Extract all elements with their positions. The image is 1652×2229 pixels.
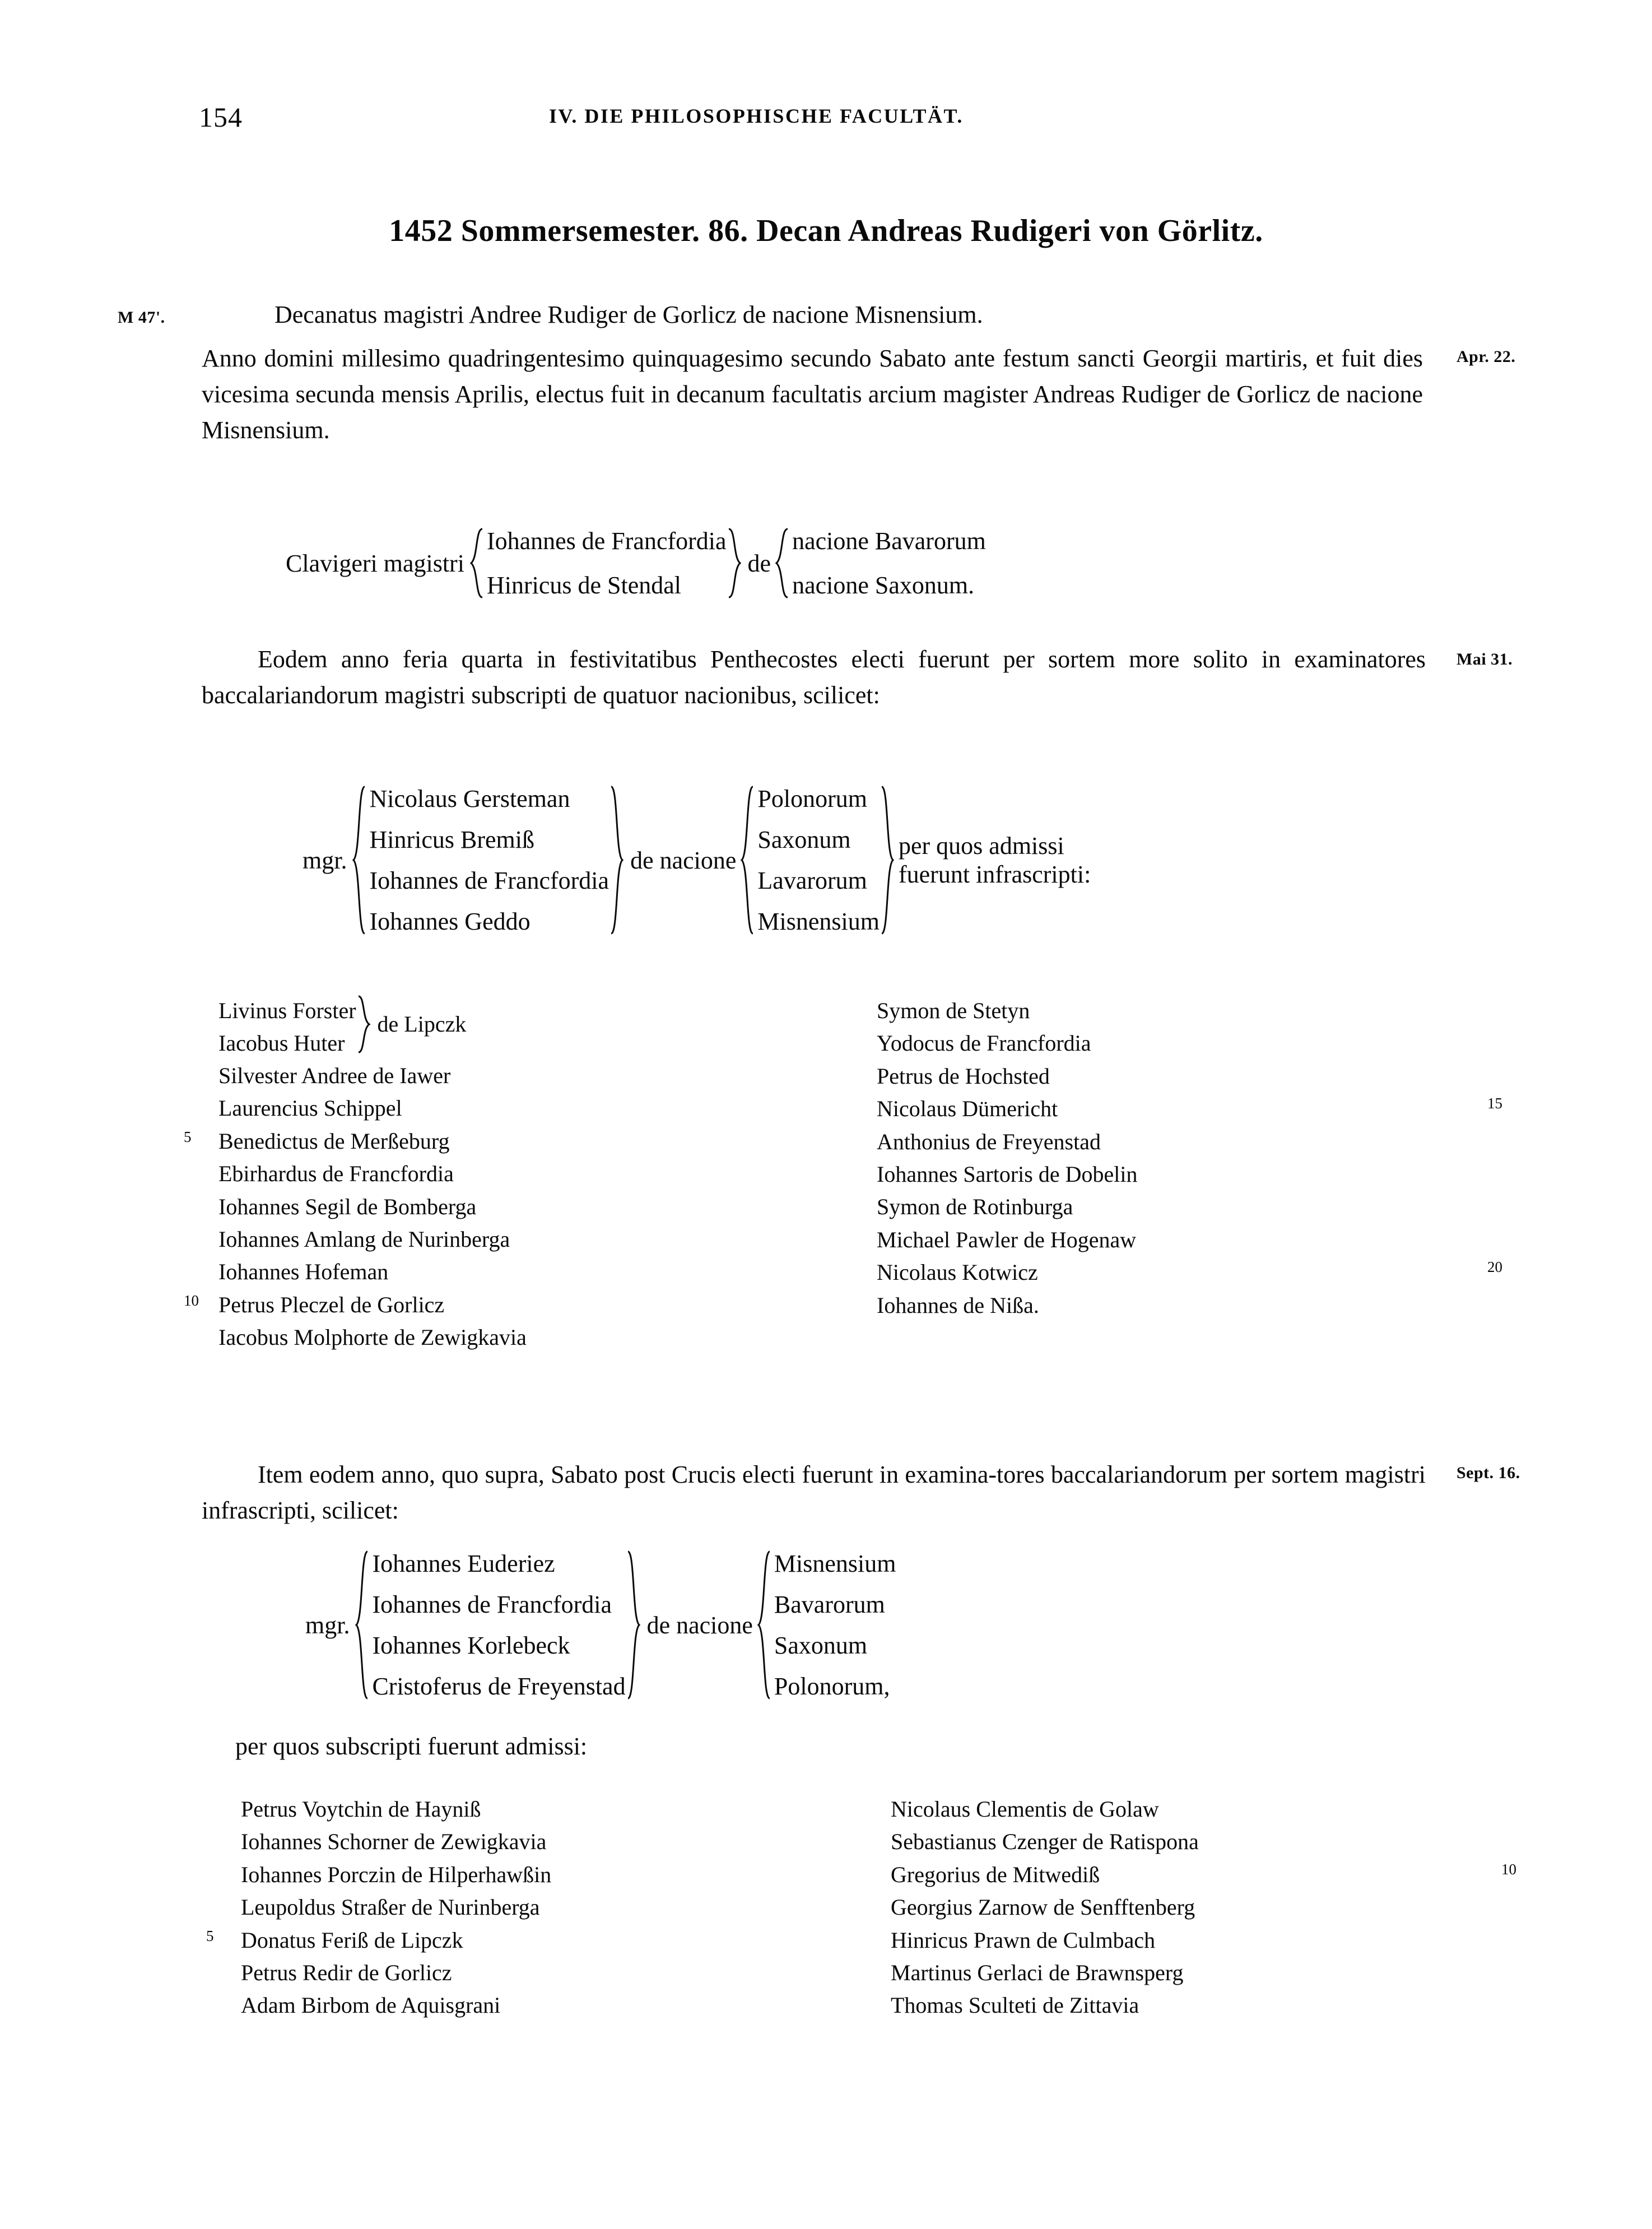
list-item: Petrus Pleczel de Gorlicz — [218, 1292, 445, 1317]
group1-names — [369, 784, 609, 936]
list-item-row — [241, 1859, 857, 1891]
list-item-row — [877, 1191, 1549, 1223]
group2-name: Iohannes Euderiez — [372, 1550, 555, 1577]
list-item-row — [877, 1027, 1549, 1060]
list-item-row — [877, 1158, 1549, 1191]
list-item: Leupoldus Straßer de Nurinberga — [241, 1894, 540, 1920]
list-item-row — [241, 1826, 857, 1858]
list-item: Thomas Sculteti de Zittavia — [891, 1993, 1139, 2018]
list-item: Michael Pawler de Hogenaw — [877, 1227, 1137, 1252]
list-item-row — [877, 1060, 1549, 1093]
admitted-list-two-right — [891, 1793, 1563, 2022]
list-item: Hinricus Prawn de Culmbach — [891, 1927, 1156, 1953]
list-item: Iohannes Sartoris de Dobelin — [877, 1161, 1138, 1187]
list-item-row — [218, 1092, 812, 1125]
list-item-row — [877, 1126, 1549, 1158]
brace-open-icon — [755, 1549, 774, 1701]
list-item: Iohannes de Nißa. — [877, 1292, 1039, 1318]
brace-open-icon — [353, 1549, 372, 1701]
paired-names — [218, 995, 356, 1054]
group1-name: Hinricus Bremiß — [369, 826, 534, 853]
paragraph-eodem-anno: Eodem anno feria quarta in festivitatibus Penthecostes electi fuerunt per sortem more solito in examinatores baccalariandorum magistri subscripti de quatuor nacionibus, scilicet: — [202, 646, 1426, 709]
folio-marker: M 47'. — [118, 308, 165, 327]
group2-nacio: Bavarorum — [774, 1591, 885, 1618]
paired-names-lipczk — [218, 995, 468, 1054]
list-item-row — [877, 1256, 1549, 1289]
list-item-row — [891, 1826, 1563, 1858]
list-item: Symon de Rotinburga — [877, 1194, 1073, 1220]
running-head — [0, 101, 1652, 134]
clavigeri-name: Hinricus de Stendal — [486, 572, 681, 599]
list-item-row — [241, 1891, 857, 1924]
list-item-row — [184, 1125, 812, 1158]
group2-nacio: Misnensium — [774, 1550, 896, 1577]
list-item-row — [241, 1793, 857, 1826]
list-item: Laurencius Schippel — [218, 1095, 402, 1121]
list-item-row — [218, 1223, 812, 1256]
list-item-row — [241, 1957, 857, 1989]
list-item: Petrus Voytchin de Hayniß — [241, 1796, 481, 1822]
line-number: 10 — [184, 1292, 199, 1309]
group2-name: Iohannes de Francfordia — [372, 1591, 612, 1618]
list-item-row — [891, 1924, 1563, 1957]
list-item: Silvester Andree de Iawer — [218, 1063, 451, 1088]
brace-open-icon — [738, 784, 757, 936]
list-item-row — [877, 1289, 1549, 1322]
clavigeri-label: Clavigeri magistri — [286, 549, 464, 577]
admitted-list-one-left — [184, 995, 812, 1354]
list-item-row — [184, 1289, 812, 1321]
list-item: Yodocus de Francfordia — [877, 1030, 1091, 1056]
list-item-row — [241, 1989, 857, 2022]
clavigeri-name: Iohannes de Francfordia — [486, 527, 727, 555]
group2-name: Cristoferus de Freyenstad — [372, 1673, 626, 1700]
list-item: Nicolaus Kotwicz — [877, 1260, 1038, 1285]
margin-date-mai: Mai 31. — [1456, 650, 1513, 668]
list-item: Sebastianus Czenger de Ratispona — [891, 1829, 1199, 1855]
list-item: Livinus Forster — [218, 998, 356, 1023]
list-item-row — [218, 1256, 812, 1288]
list-item: Benedictus de Merßeburg — [218, 1128, 450, 1154]
list-item-row — [218, 1060, 812, 1092]
group1-nacio: Saxonum — [757, 826, 851, 853]
admitted-list-one-right — [877, 995, 1549, 1322]
brace-open-icon — [350, 784, 369, 936]
list-item: Nicolaus Dümericht — [877, 1096, 1058, 1122]
list-item-row — [877, 995, 1549, 1027]
paragraph-decanatus-line1: Decanatus magistri Andree Rudiger de Gorlicz de nacione Misnensium. — [274, 301, 983, 328]
group1-name: Nicolaus Gersteman — [369, 785, 570, 812]
group1-nacio: Lavarorum — [757, 867, 867, 894]
group1-trailer-line: fuerunt infrascripti: — [898, 861, 1091, 888]
group1-name: Iohannes de Francfordia — [369, 867, 609, 894]
brace-close-icon — [609, 784, 628, 936]
page-number: 154 — [199, 101, 243, 133]
list-item: Iohannes Segil de Bomberga — [218, 1194, 477, 1219]
margin-date-apr: Apr. 22. — [1456, 347, 1516, 366]
list-item: Iohannes Hofeman — [218, 1259, 389, 1285]
list-item: Georgius Zarnow de Senfftenberg — [891, 1894, 1195, 1920]
examiners-group-two — [305, 1549, 896, 1701]
clavigeri-de-label: de — [747, 549, 771, 577]
list-item-row — [891, 1859, 1563, 1891]
group1-naciones — [757, 784, 879, 936]
list-item: Iacobus Molphorte de Zewigkavia — [218, 1325, 527, 1350]
group2-nacio: Saxonum — [774, 1632, 868, 1659]
brace-open-icon — [468, 527, 487, 600]
group1-mgr-label: mgr. — [303, 846, 347, 874]
list-item: Adam Birbom de Aquisgrani — [241, 1993, 501, 2018]
margin-date-sept: Sept. 16. — [1456, 1464, 1520, 1482]
list-item: Gregorius de Mitwediß — [891, 1861, 1100, 1887]
group1-de-nacione-label: de nacione — [630, 846, 737, 874]
list-item: Symon de Stetyn — [877, 998, 1030, 1023]
clavigeri-naciones — [792, 527, 986, 600]
list-item-row — [877, 1224, 1549, 1256]
paragraph-decanatus-body: Anno domini millesimo quadringentesimo quinquagesimo secundo Sabato ante festum sancti Georgii martiris, et fuit dies vicesima secunda mensis Aprilis, electus fuit in decanum facultatis arcium magister Andreas Rudiger de Gorlicz de nacione Misnensium. — [202, 345, 1423, 444]
list-item-row — [877, 1093, 1549, 1125]
brace-close-icon — [879, 784, 899, 936]
list-item: Anthonius de Freyenstad — [877, 1129, 1101, 1154]
list-item: Petrus de Hochsted — [877, 1063, 1050, 1089]
list-item: Ebirhardus de Francfordia — [218, 1161, 454, 1187]
brace-close-icon — [626, 1549, 645, 1701]
paired-place-label: de Lipczk — [377, 1011, 467, 1037]
brace-close-icon — [727, 527, 746, 600]
list-item: Donatus Feriß de Lipczk — [241, 1927, 463, 1953]
line-number: 10 — [1501, 1860, 1516, 1878]
group2-names — [372, 1549, 625, 1701]
list-item: Petrus Redir de Gorlicz — [241, 1959, 452, 1985]
group2-name: Iohannes Korlebeck — [372, 1632, 570, 1659]
group2-mgr-label: mgr. — [305, 1611, 350, 1639]
group1-trailer — [899, 818, 1091, 902]
list-item: Iohannes Amlang de Nurinberga — [218, 1226, 510, 1252]
clavigeri-group — [286, 527, 986, 600]
group1-name: Iohannes Geddo — [369, 908, 530, 935]
list-item-row — [206, 1924, 857, 1957]
group1-trailer-line: per quos admissi — [898, 832, 1064, 860]
running-head-title: IV. DIE PHILOSOPHISCHE FACULTÄT. — [549, 105, 964, 127]
brace-close-icon — [356, 995, 375, 1054]
line-number: 5 — [184, 1128, 192, 1145]
group1-nacio: Misnensium — [757, 908, 879, 935]
section-title: 1452 Sommersemester. 86. Decan Andreas Rudigeri von Görlitz. — [389, 213, 1263, 248]
line-number: 20 — [1487, 1259, 1502, 1276]
list-item-row — [218, 1158, 812, 1190]
line-number: 15 — [1487, 1095, 1502, 1112]
list-item-row — [891, 1891, 1563, 1924]
list-item-row — [891, 1793, 1563, 1826]
list-item: Martinus Gerlaci de Brawnsperg — [891, 1959, 1184, 1985]
group2-de-nacione-label: de nacione — [646, 1611, 753, 1639]
list-item: Iohannes Schorner de Zewigkavia — [241, 1829, 547, 1855]
clavigeri-nacio: nacione Bavarorum — [792, 527, 986, 555]
list-item-row — [218, 1321, 812, 1354]
group2-nacio: Polonorum, — [774, 1673, 890, 1700]
group1-nacio: Polonorum — [757, 785, 867, 812]
list-item: Iacobus Huter — [218, 1030, 345, 1056]
paragraph-item-eodem: Item eodem anno, quo supra, Sabato post Crucis electi fuerunt in examina-tores baccalariandorum per sortem magistri infrascripti, scilicet: — [202, 1461, 1426, 1524]
list-item-row — [891, 1989, 1563, 2022]
paragraph-per-quos-subscripti: per quos subscripti fuerunt admissi: — [235, 1733, 588, 1760]
line-number: 5 — [206, 1927, 214, 1944]
clavigeri-names — [487, 527, 727, 600]
clavigeri-nacio: nacione Saxonum. — [792, 572, 975, 599]
group2-naciones — [774, 1549, 896, 1701]
list-item-row — [891, 1957, 1563, 1989]
list-item: Nicolaus Clementis de Golaw — [891, 1796, 1159, 1822]
examiners-group-one — [303, 784, 1091, 936]
list-item: Iohannes Porczin de Hilperhawßin — [241, 1861, 552, 1887]
brace-open-icon — [773, 527, 792, 600]
admitted-list-two-left — [206, 1793, 857, 2022]
list-item-row — [218, 1191, 812, 1223]
